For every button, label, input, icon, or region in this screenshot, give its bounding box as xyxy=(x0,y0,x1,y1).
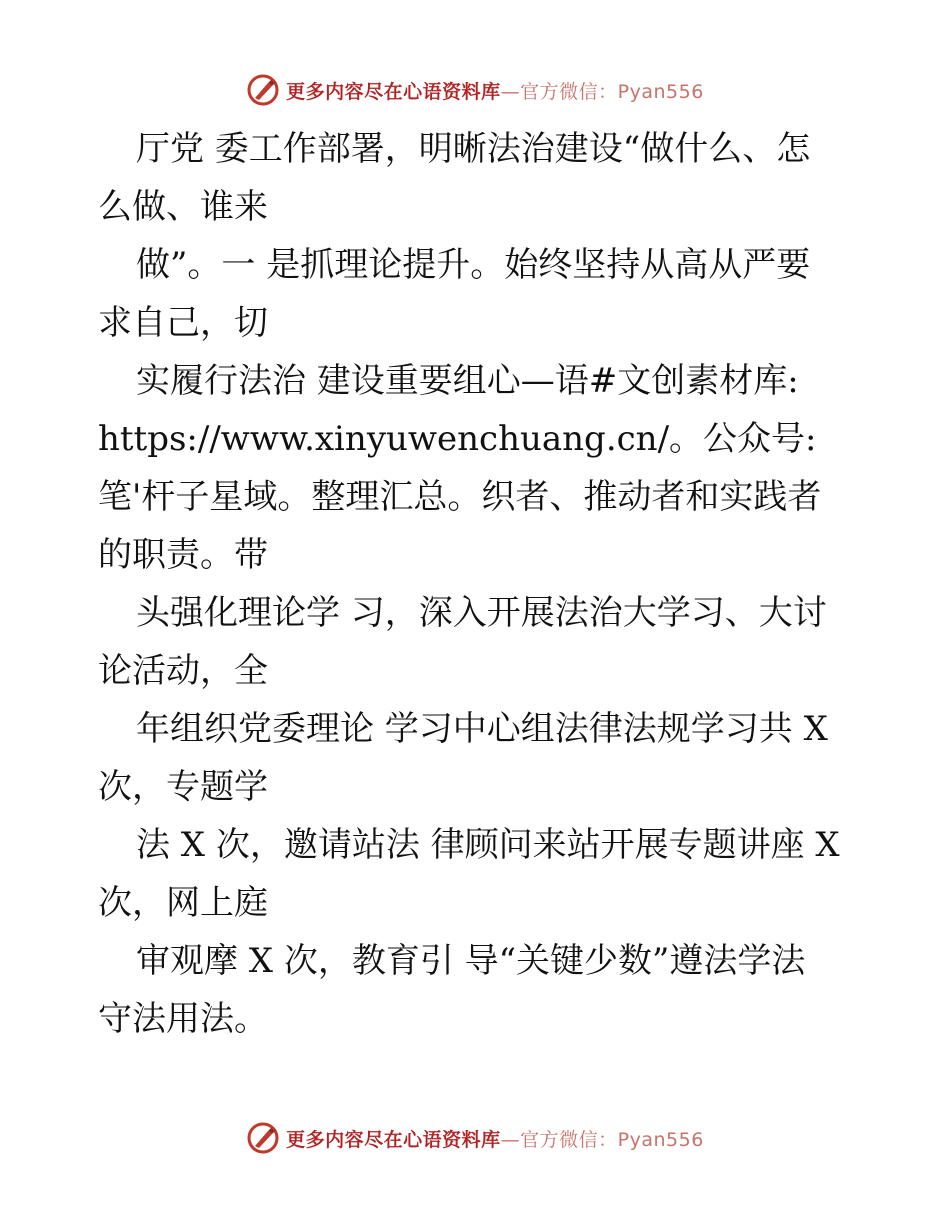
text-line: 次，专题学 xyxy=(98,767,268,807)
document-body xyxy=(98,120,858,1048)
text-line: 守法用法。 xyxy=(98,999,268,1039)
pen-logo-icon xyxy=(246,73,280,107)
page-header xyxy=(0,70,950,110)
text-line: 法 X 次，邀请站法 律顾问来站开展专题讲座 X xyxy=(136,825,840,865)
footer-banner-main: 更多内容尽在心语资料库 xyxy=(286,1128,501,1151)
text-line: 厅党 委工作部署，明晰法治建设“做什么、怎 xyxy=(136,129,811,169)
text-line: 次，网上庭 xyxy=(98,883,268,923)
text-line: 做”。一 是抓理论提升。始终坚持从高从严要 xyxy=(136,245,811,285)
header-banner-main: 更多内容尽在心语资料库 xyxy=(286,80,501,103)
footer-banner-contact: —官方微信：Pyan556 xyxy=(500,1128,704,1151)
text-line: 实履行法治 建设重要组心—语#文创素材库: xyxy=(136,361,799,401)
footer-banner xyxy=(246,1121,704,1155)
text-line: https://www.xinyuwenchuang.cn/。公众号: xyxy=(98,419,817,459)
text-line: 审观摩 X 次，教育引 导“关键少数”遵法学法 xyxy=(136,941,806,981)
text-line: 么做、谁来 xyxy=(98,187,268,227)
page-footer xyxy=(0,1118,950,1158)
text-line: 论活动，全 xyxy=(98,651,268,691)
text-line: 求自己，切 xyxy=(98,303,268,343)
text-line: 头强化理论学 习，深入开展法治大学习、大讨 xyxy=(136,593,827,633)
text-line: 的职责。带 xyxy=(98,535,268,575)
text-line: 年组织党委理论 学习中心组法律法规学习共 X xyxy=(136,709,828,749)
header-banner xyxy=(246,73,704,107)
text-line: 笔'杆子星域。整理汇总。织者、推动者和实践者 xyxy=(98,477,822,517)
pen-logo-icon xyxy=(246,1121,280,1155)
header-banner-contact: —官方微信：Pyan556 xyxy=(500,80,704,103)
